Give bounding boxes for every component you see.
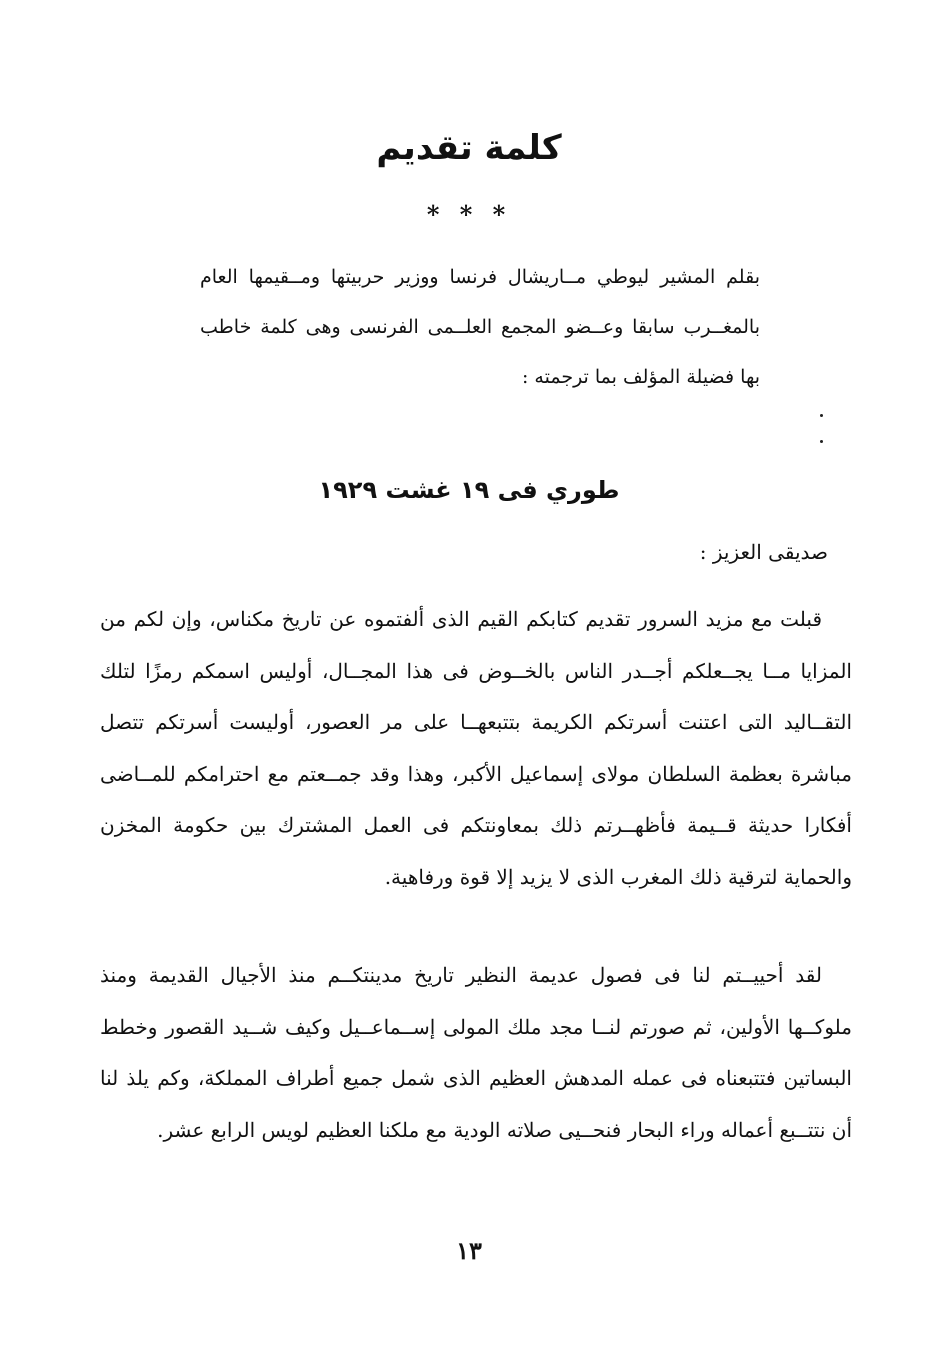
letter-dateline: طوري فى ١٩ غشت ١٩٢٩ bbox=[318, 476, 620, 504]
intro-text: بقلم المشير ليوطي مــاريشال فرنسا ووزير حربيتها ومــقيمها العام بالمغــرب سابقا وعــضو المجمع العلــمى الفرنسى وهى كلمة خاطب بها فضيلة المؤلف بما ترجمته : bbox=[200, 266, 760, 388]
scan-speck bbox=[820, 440, 823, 443]
page-title: كلمة تقديم bbox=[376, 128, 562, 168]
body-paragraph-2: لقد أحييــتم لنا فى فصول عديمة النظير تاريخ مدينتكــم منذ الأجيال القديمة ومنذ ملوكــها الأولين، ثم صورتم لنــا مجد ملك المولى إســماعــيل وكيف شــيد القصور وخطط البساتين فتتبعناه فى عمله المدهش العظيم الذى شمل جميع أطراف المملكة، وكم يلذ لنا أن نتتــبع أعماله وراء البحار فنحــيى صلاته الودية مع ملكنا العظيم لويس الرابع عشر. bbox=[100, 963, 852, 1142]
letter-salutation: صديقى العزيز : bbox=[699, 540, 828, 564]
body-paragraph-1: قبلت مع مزيد السرور تقديم كتابكم القيم الذى ألفتموه عن تاريخ مكناس، وإن لكم من المزايا مــا يجــعلكم أجــدر الناس بالخــوض فى هذا المجــال، أوليس اسمكم رمزًا لتلك التقــاليد التى اعتنت أسرتكم الكريمة بتتبعهــا على مر العصور، أوليست أسرتكم تتصل مباشرة بعظمة السلطان مولاى إسماعيل الأكبر، وهذا وقد جمــعتم مع احترامكم للمــاضى أفكارا حديثة قــيمة فأظهــرتم ذلك بمعاونتكم فى العمل المشترك بين حكومة المخزن والحماية لترقية ذلك المغرب الذى لا يزيد إلا قوة ورفاهية. bbox=[100, 607, 852, 889]
page-number: ١٣ bbox=[456, 1236, 482, 1265]
intro-note bbox=[200, 252, 760, 402]
scan-speck bbox=[820, 414, 823, 417]
section-separator: * * * bbox=[426, 200, 512, 229]
